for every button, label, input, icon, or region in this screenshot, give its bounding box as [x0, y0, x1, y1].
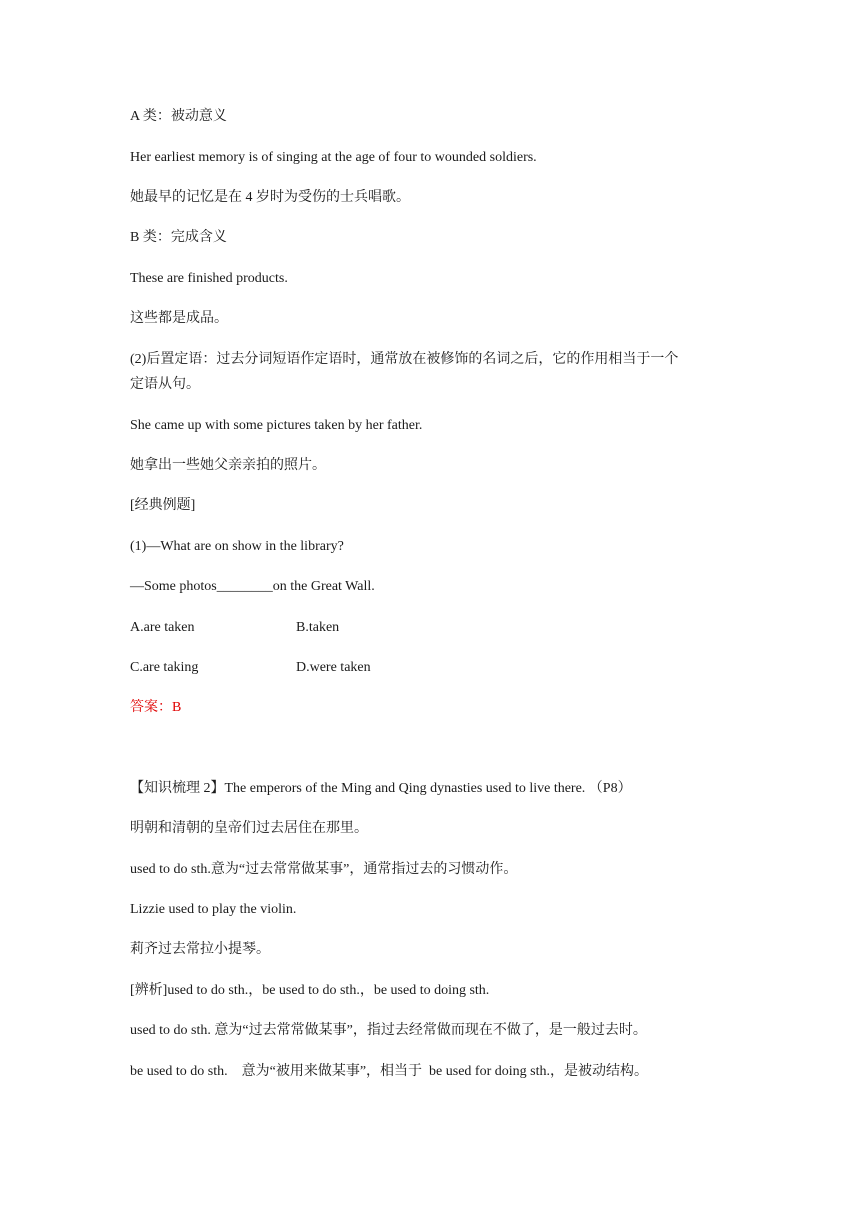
question-prompt: (1)—What are on show in the library? [130, 539, 344, 554]
rule-paragraph-line1: (2)后置定语：过去分词短语作定语时，通常放在被修饰的名词之后，它的作用相当于一个 [130, 352, 679, 367]
example-sentence: She came up with some pictures taken by her father. [130, 418, 423, 433]
translation: 这些都是成品。 [130, 311, 228, 326]
answer-text: 答案：B [130, 700, 182, 715]
translation: 明朝和清朝的皇帝们过去居住在那里。 [130, 821, 368, 836]
rule-paragraph-line2: 定语从句。 [130, 377, 200, 392]
distinction-item-2: be used to do sth. 意为“被用来做某事”，相当于 be used for doing sth.，是被动结构。 [130, 1064, 648, 1079]
section-b-heading: B 类：完成含义 [130, 230, 227, 245]
option-c: C.are taking [130, 660, 199, 675]
translation: 她拿出一些她父亲亲拍的照片。 [130, 458, 326, 473]
option-a: A.are taken [130, 620, 195, 635]
usage-definition: used to do sth.意为“过去常常做某事”，通常指过去的习惯动作。 [130, 862, 518, 877]
translation: 她最早的记忆是在 4 岁时为受伤的士兵唱歌。 [130, 190, 410, 205]
example-heading: [经典例题] [130, 498, 196, 513]
example-sentence: Her earliest memory is of singing at the age of four to wounded soldiers. [130, 150, 537, 165]
example-sentence: These are finished products. [130, 271, 288, 286]
option-d: D.were taken [296, 660, 371, 675]
knowledge-heading-2: 【知识梳理 2】The emperors of the Ming and Qing dynasties used to live there. （P8） [130, 781, 632, 796]
section-a-heading: A 类：被动意义 [130, 109, 227, 124]
distinction-item-1: used to do sth. 意为“过去常常做某事”，指过去经常做而现在不做了，是一般过去时。 [130, 1023, 647, 1038]
translation: 莉齐过去常拉小提琴。 [130, 942, 270, 957]
option-b: B.taken [296, 620, 340, 635]
distinction-heading: [辨析]used to do sth.，be used to do sth.，be used to doing sth. [130, 983, 490, 998]
example-sentence: Lizzie used to play the violin. [130, 902, 297, 917]
question-reply: —Some photos________on the Great Wall. [130, 579, 375, 594]
